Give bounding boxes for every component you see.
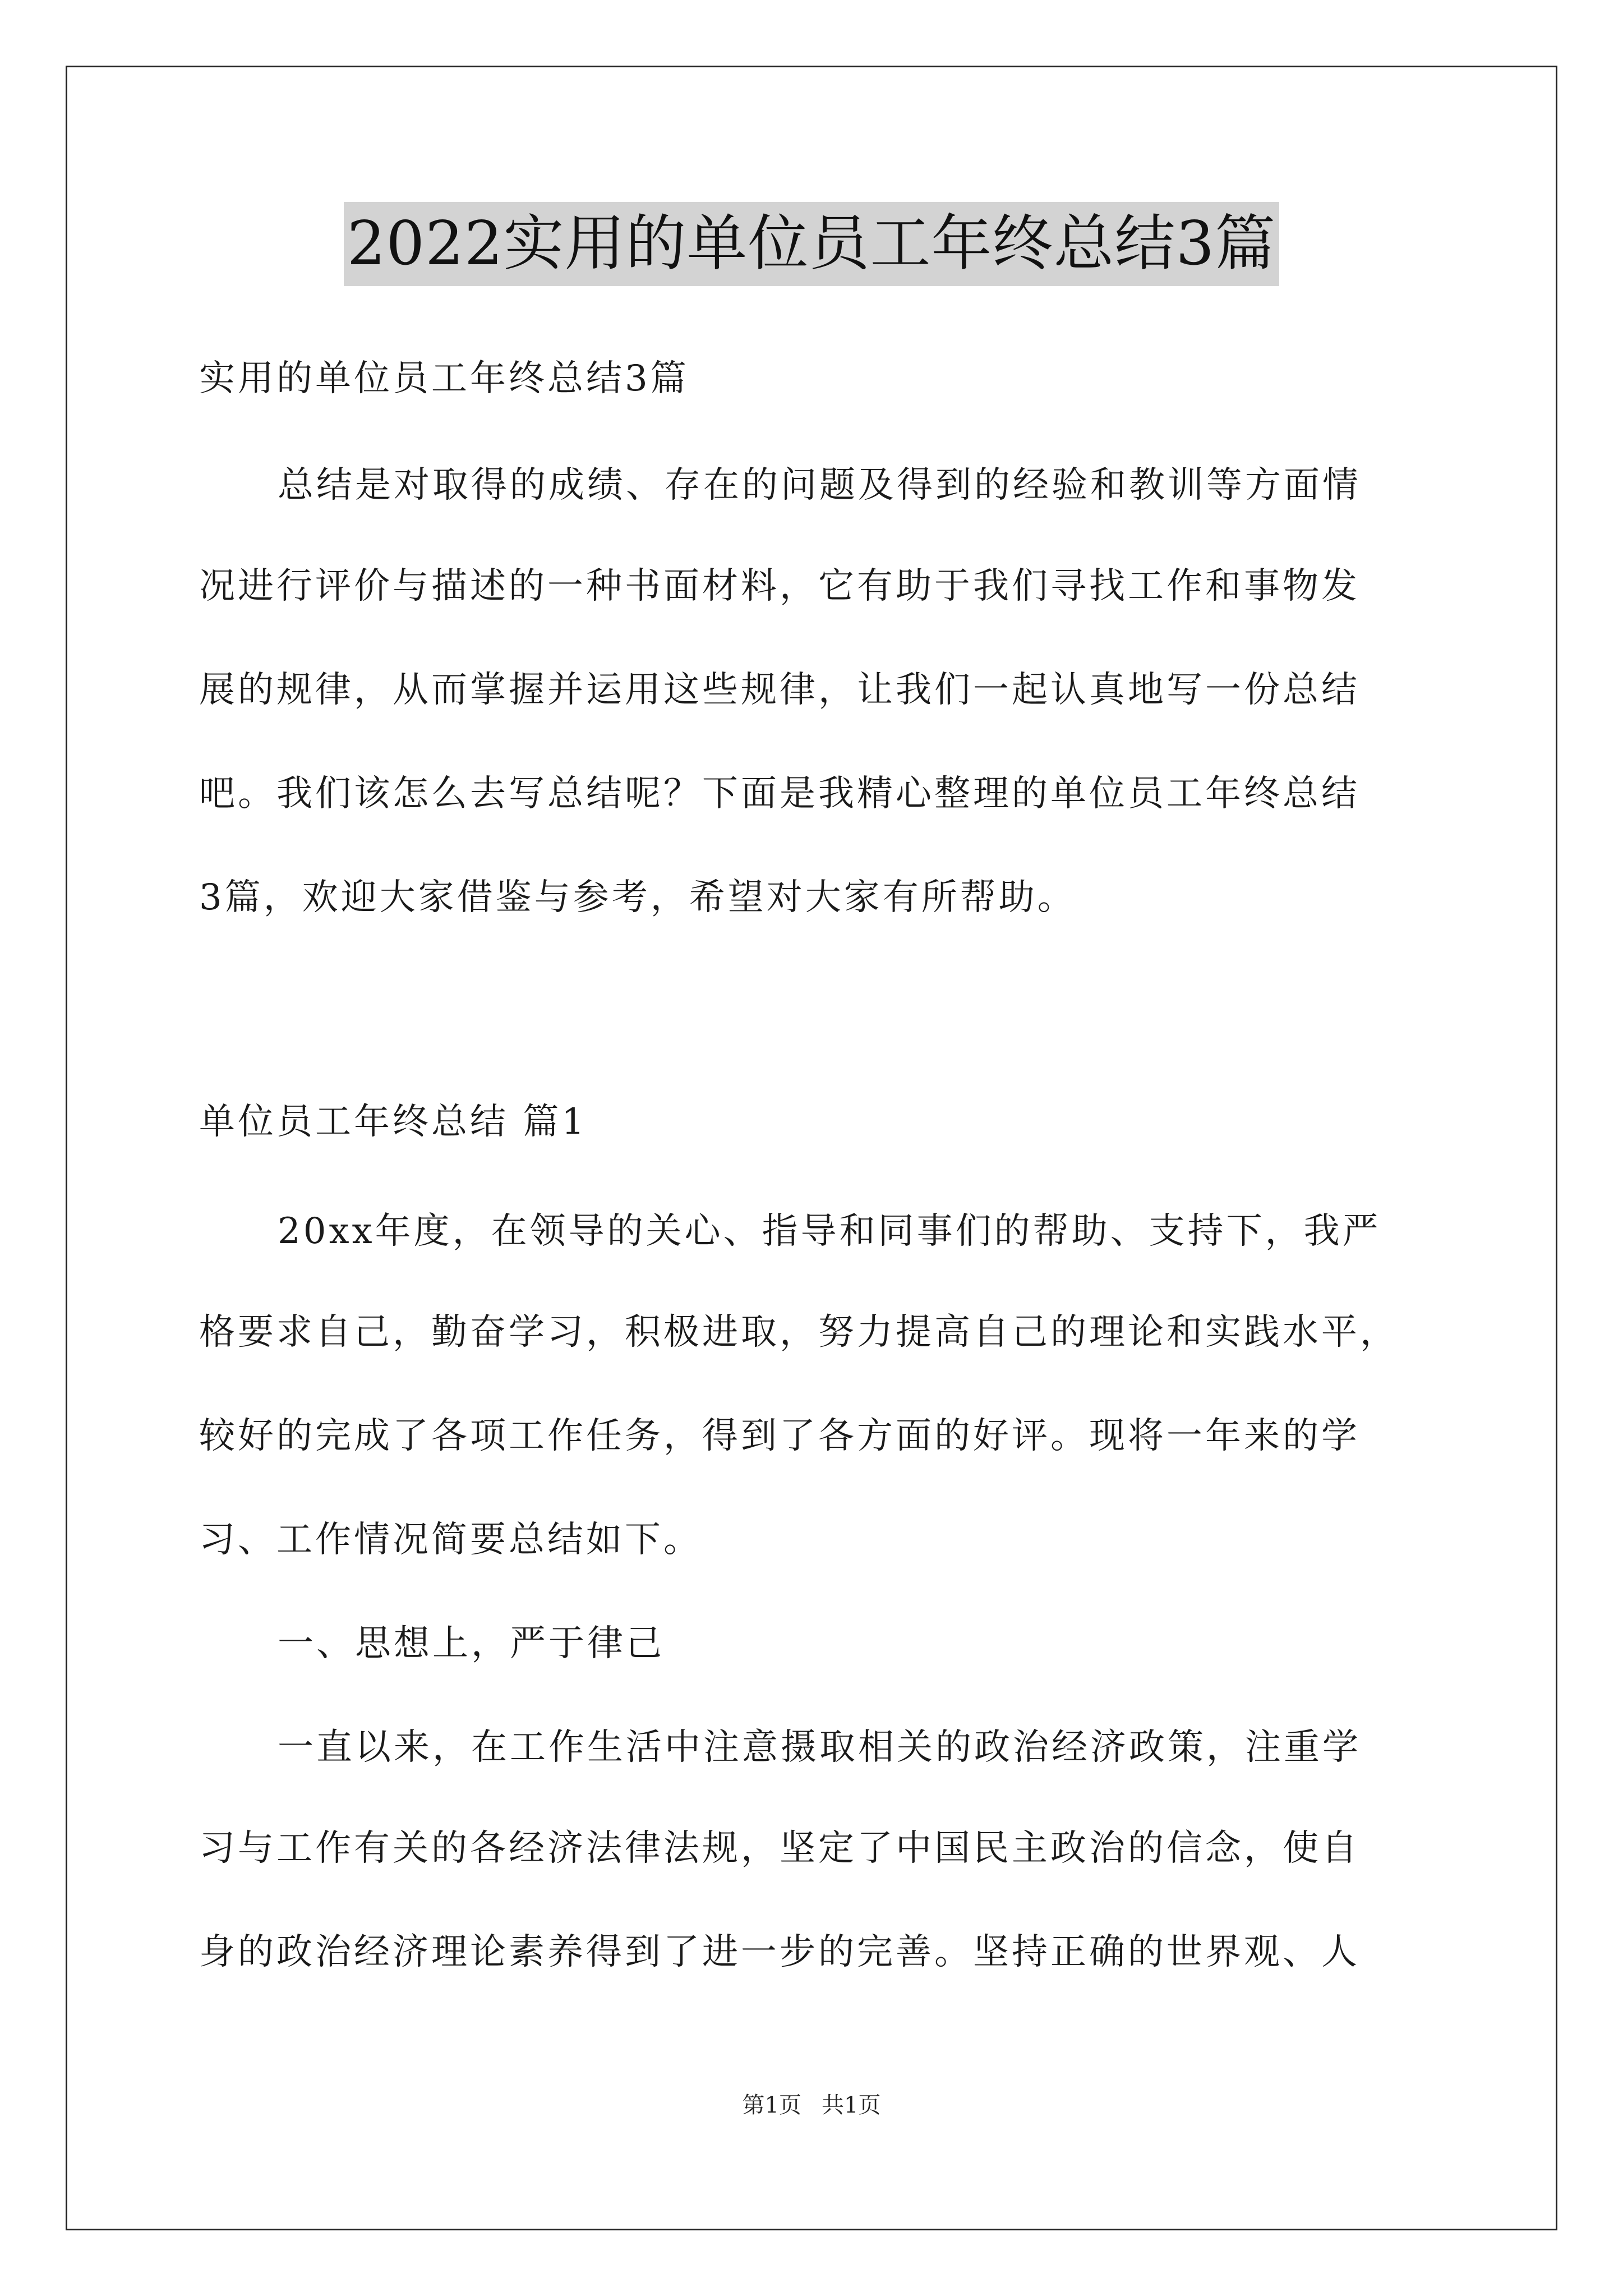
body-line: 身的政治经济理论素养得到了进一步的完善。坚持正确的世界观、人 [199, 1931, 1360, 1973]
intro-line: 总结是对取得的成绩、存在的问题及得到的经验和教训等方面情 [278, 464, 1361, 506]
intro-line: 3篇，欢迎大家借鉴与参考，希望对大家有所帮助。 [199, 877, 1076, 918]
subheading: 一、思想上，严于律己 [278, 1623, 665, 1664]
body-line: 一直以来，在工作生活中注意摄取相关的政治经济政策，注重学 [278, 1727, 1361, 1768]
intro-line: 吧。我们该怎么去写总结呢？下面是我精心整理的单位员工年终总结 [199, 773, 1360, 815]
section-line: 较好的完成了各项工作任务，得到了各方面的好评。现将一年来的学 [199, 1415, 1360, 1457]
section-line: 20xx年度，在领导的关心、指导和同事们的帮助、支持下，我严 [278, 1211, 1381, 1252]
page-total: 共1页 [822, 2092, 881, 2118]
intro-line: 展的规律，从而掌握并运用这些规律，让我们一起认真地写一份总结 [199, 669, 1360, 711]
section-line: 格要求自己，勤奋学习，积极进取，努力提高自己的理论和实践水平， [199, 1312, 1399, 1353]
title-container [0, 202, 1623, 286]
section-heading: 单位员工年终总结 篇1 [199, 1101, 588, 1143]
intro-line: 况进行评价与描述的一种书面材料，它有助于我们寻找工作和事物发 [199, 565, 1360, 607]
body-line: 习与工作有关的各经济法律法规，坚定了中国民主政治的信念，使自 [199, 1828, 1360, 1869]
page-number: 第1页 [742, 2092, 801, 2118]
document-title: 2022实用的单位员工年终总结3篇 [344, 202, 1280, 286]
section-line: 习、工作情况简要总结如下。 [199, 1519, 702, 1561]
page-footer [0, 2090, 1623, 2121]
document-subtitle: 实用的单位员工年终总结3篇 [199, 358, 689, 399]
